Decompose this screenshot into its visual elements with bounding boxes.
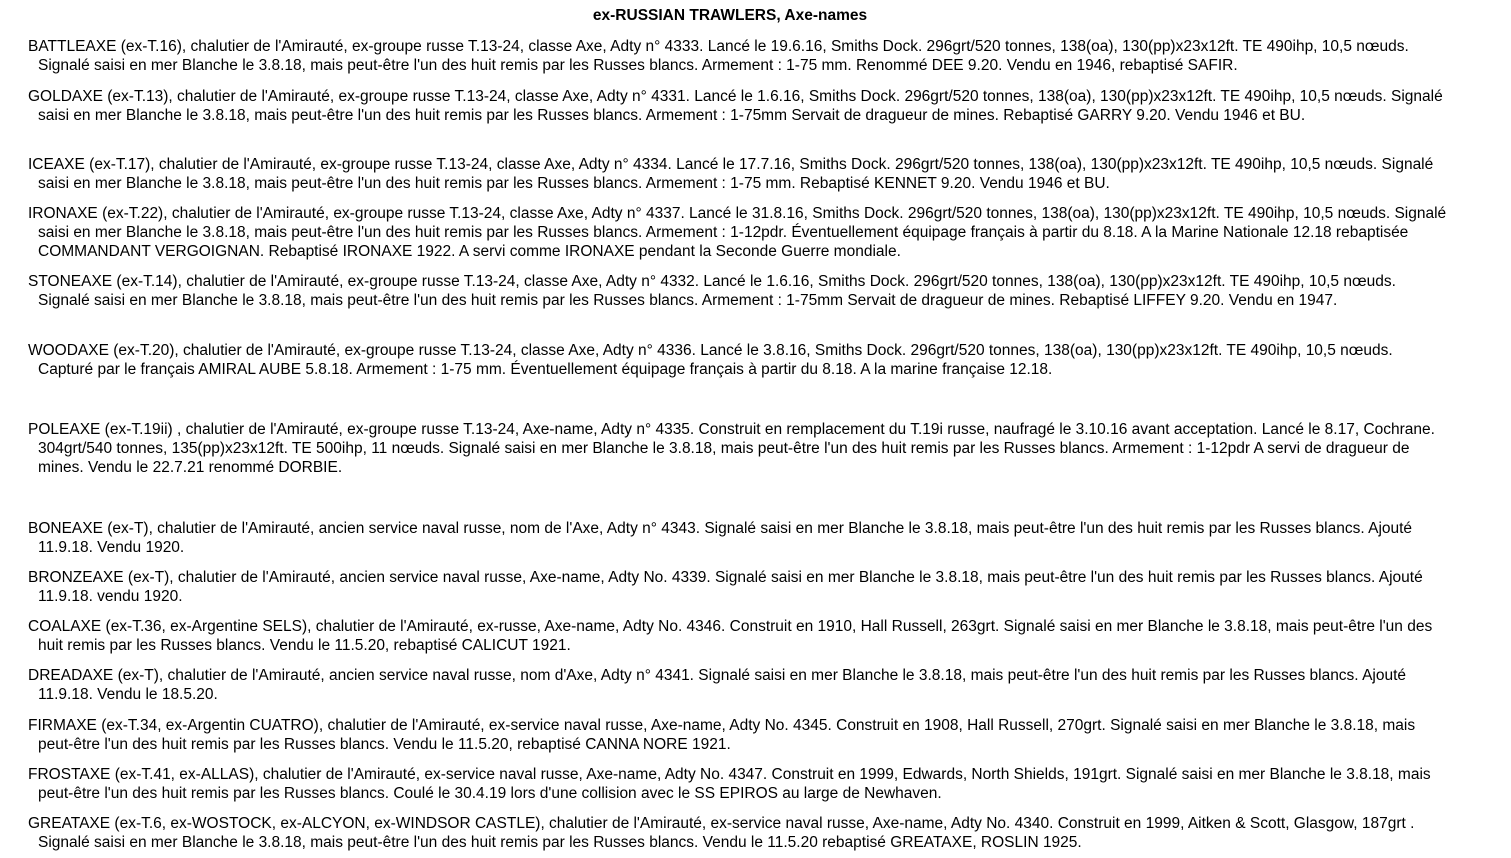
entry-coalaxe: COALAXE (ex-T.36, ex-Argentine SELS), chalutier de l'Amirauté, ex-russe, Axe-name, Adty No. 4346. Construit en 1910, Hall Russell, 263grt. Signalé saisi en mer Blanche le 3.8.18, mais peut-être l'un des huit remis par les Russes blancs. Vendu le 11.5.20, rebaptisé CALICUT 1921.	[28, 618, 1433, 654]
entry-dreadaxe: DREADAXE (ex-T), chalutier de l'Amirauté, ancien service naval russe, nom d'Axe, Adty n° 4341. Signalé saisi en mer Blanche le 3.8.18, mais peut-être l'un des huit remis par les Russes blancs. Ajouté 11.9.18. Vendu le 18.5.20.	[28, 667, 1407, 703]
entry-goldaxe: GOLDAXE (ex-T.13), chalutier de l'Amirauté, ex-groupe russe T.13-24, classe Axe, Adty n° 4331. Lancé le 1.6.16, Smiths Dock. 296grt/520 tonnes, 138(oa), 130(pp)x23x12ft. TE 490ihp, 10,5 nœuds. Signalé saisi en mer Blanche le 3.8.18, mais peut-être l'un des huit remis par les Russes blancs. Armement : 1-75mm Servait de dragueur de mines. Rebaptisé GARRY 9.20. Vendu 1946 et BU.	[28, 88, 1443, 124]
entry-bronzeaxe: BRONZEAXE (ex-T), chalutier de l'Amirauté, ancien service naval russe, Axe-name, Adty No. 4339. Signalé saisi en mer Blanche le 3.8.18, mais peut-être l'un des huit remis par les Russes blancs. Ajouté 11.9.18. vendu 1920.	[28, 569, 1423, 605]
entry-greataxe: GREATAXE (ex-T.6, ex-WOSTOCK, ex-ALCYON, ex-WINDSOR CASTLE), chalutier de l'Amirauté, ex-service naval russe, Axe-name, Adty No. 4340. Construit en 1999, Aitken & Scott, Glasgow, 187grt . Signalé saisi en mer Blanche le 3.8.18, mais peut-être l'un des huit remis par les Russes blancs. Vendu le 11.5.20 rebaptisé GREATAXE, ROSLIN 1925.	[28, 815, 1415, 851]
entry-ironaxe: IRONAXE (ex-T.22), chalutier de l'Amirauté, ex-groupe russe T.13-24, classe Axe, Adty n° 4337. Lancé le 31.8.16, Smiths Dock. 296grt/520 tonnes, 138(oa), 130(pp)x23x12ft. TE 490ihp, 10,5 nœuds. Signalé saisi en mer Blanche le 3.8.18, mais peut-être l'un des huit remis par les Russes blancs. Armement : 1-12pdr. Éventuellement équipage français à partir du 8.18. A la Marine Nationale 12.18 rebaptisée COMMANDANT VERGOIGNAN. Rebaptisé IRONAXE 1922. A servi comme IRONAXE pendant la Seconde Guerre mondiale.	[28, 205, 1447, 260]
entry-frostaxe: FROSTAXE (ex-T.41, ex-ALLAS), chalutier de l'Amirauté, ex-service naval russe, Axe-name, Adty No. 4347. Construit en 1999, Edwards, North Shields, 191grt. Signalé saisi en mer Blanche le 3.8.18, mais peut-être l'un des huit remis par les Russes blancs. Coulé le 30.4.19 lors d'une collision avec le SS EPIROS au large de Newhaven.	[28, 766, 1431, 802]
entry-woodaxe: WOODAXE (ex-T.20), chalutier de l'Amirauté, ex-groupe russe T.13-24, classe Axe, Adty n° 4336. Lancé le 3.8.16, Smiths Dock. 296grt/520 tonnes, 138(oa), 130(pp)x23x12ft. TE 490ihp, 10,5 nœuds. Capturé par le français AMIRAL AUBE 5.8.18. Armement : 1-75 mm. Éventuellement équipage français à partir du 8.18. A la marine française 12.18.	[28, 342, 1393, 378]
page-title: ex-RUSSIAN TRAWLERS, Axe-names	[592, 7, 868, 24]
entry-battleaxe: BATTLEAXE (ex-T.16), chalutier de l'Amirauté, ex-groupe russe T.13-24, classe Axe, Adty n° 4333. Lancé le 19.6.16, Smiths Dock. 296grt/520 tonnes, 138(oa), 130(pp)x23x12ft. TE 490ihp, 10,5 nœuds. Signalé saisi en mer Blanche le 3.8.18, mais peut-être l'un des huit remis par les Russes blancs. Armement : 1-75 mm. Renommé DEE 9.20. Vendu en 1946, rebaptisé SAFIR.	[28, 38, 1409, 74]
entry-iceaxe: ICEAXE (ex-T.17), chalutier de l'Amirauté, ex-groupe russe T.13-24, classe Axe, Adty n° 4334. Lancé le 17.7.16, Smiths Dock. 296grt/520 tonnes, 138(oa), 130(pp)x23x12ft. TE 490ihp, 10,5 nœuds. Signalé saisi en mer Blanche le 3.8.18, mais peut-être l'un des huit remis par les Russes blancs. Armement : 1-75 mm. Rebaptisé KENNET 9.20. Vendu 1946 et BU.	[28, 156, 1434, 192]
entry-boneaxe: BONEAXE (ex-T), chalutier de l'Amirauté, ancien service naval russe, nom de l'Axe, Adty n° 4343. Signalé saisi en mer Blanche le 3.8.18, mais peut-être l'un des huit remis par les Russes blancs. Ajouté 11.9.18. Vendu 1920.	[28, 520, 1413, 556]
entry-firmaxe: FIRMAXE (ex-T.34, ex-Argentin CUATRO), chalutier de l'Amirauté, ex-service naval russe, Axe-name, Adty No. 4345. Construit en 1908, Hall Russell, 270grt. Signalé saisi en mer Blanche le 3.8.18, mais peut-être l'un des huit remis par les Russes blancs. Vendu le 11.5.20, rebaptisé CANNA NORE 1921.	[28, 717, 1416, 753]
entry-poleaxe: POLEAXE (ex-T.19ii) , chalutier de l'Amirauté, ex-groupe russe T.13-24, Axe-name, Adty n° 4335. Construit en remplacement du T.19i russe, naufragé le 3.10.16 avant acceptation. Lancé le 8.17, Cochrane. 304grt/540 tonnes, 135(pp)x23x12ft. TE 500ihp, 11 nœuds. Signalé saisi en mer Blanche le 3.8.18, mais peut-être l'un des huit remis par les Russes blancs. Armement : 1-12pdr A servi de dragueur de mines. Vendu le 22.7.21 renommé DORBIE.	[28, 421, 1435, 476]
entry-stoneaxe: STONEAXE (ex-T.14), chalutier de l'Amirauté, ex-groupe russe T.13-24, classe Axe, Adty n° 4332. Lancé le 1.6.16, Smiths Dock. 296grt/520 tonnes, 138(oa), 130(pp)x23x12ft. TE 490ihp, 10,5 nœuds. Signalé saisi en mer Blanche le 3.8.18, mais peut-être l'un des huit remis par les Russes blancs. Armement : 1-75mm Servait de dragueur de mines. Rebaptisé LIFFEY 9.20. Vendu en 1947.	[28, 273, 1396, 309]
